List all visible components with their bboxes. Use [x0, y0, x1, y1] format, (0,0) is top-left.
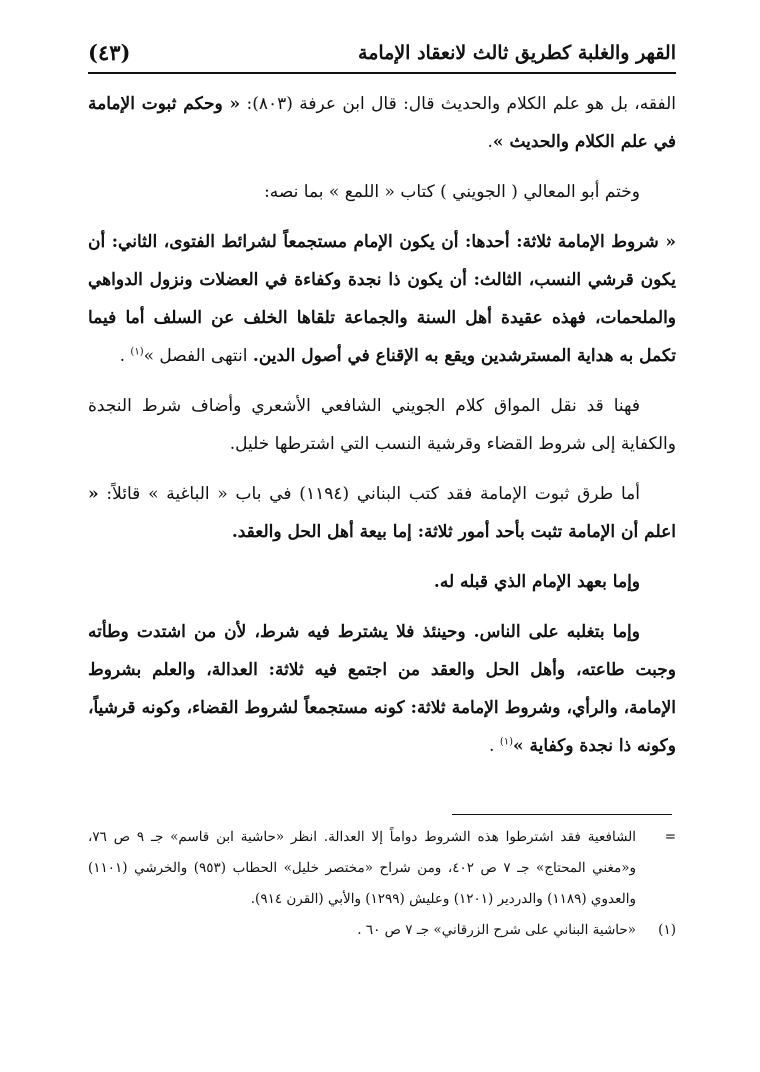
footnote-1 [88, 915, 676, 946]
paragraph-6: وإما بعهد الإمام الذي قبله له. [433, 572, 640, 592]
footnote-text: «حاشية البناني على شرح الزرقاني» جـ ٧ ص ٦٠ . [357, 922, 636, 938]
main-text [88, 85, 676, 765]
footnote-separator [452, 814, 672, 815]
paragraph-5-text: أما طرق ثبوت الإمامة فقد كتب البناني (١١٩٤) في باب « الباغية » قائلاً: [98, 484, 640, 504]
paragraph-1-quote: « وحكم ثبوت الإمامة في علم الكلام والحديث » [88, 94, 676, 152]
footnote-marker: (١) [658, 922, 676, 938]
footnotes [88, 822, 676, 946]
paragraph-3-end: . [119, 346, 131, 366]
paragraph-1 [88, 85, 676, 161]
paragraph-1-text: الفقه، بل هو علم الكلام والحديث قال: قال ابن عرفة (٨٠٣): [240, 94, 676, 114]
footnote-continued [88, 822, 676, 915]
paragraph-7-end: . [489, 736, 500, 756]
paragraph-3-text: انتهى الفصل » [143, 346, 253, 366]
footnote-marker: = [664, 829, 676, 845]
running-title: القهر والغلبة كطريق ثالث لانعقاد الإمامة [358, 42, 676, 64]
paragraph-3 [88, 223, 676, 375]
paragraph-5-quote: « اعلم أن الإمامة تثبت بأحد أمور ثلاثة: إما بيعة أهل الحل والعقد. [88, 484, 676, 542]
paragraph-7-quote: وإما بتغلبه على الناس. وحينئذ فلا يشترط فيه شرط، لأن من اشتدت وطأته وجبت طاعته، وأهل الحل والعقد من اجتمع فيه ثلاثة: العدالة، والعلم بشروط الإمامة، والرأي، وشروط الإمامة ثلاثة: كونه مستجمعاً لشروط القضاء، وكونه قرشياً، وكونه ذا نجدة وكفاية » [88, 622, 676, 756]
footnote-text: الشافعية فقد اشترطوا هذه الشروط دواماً إلا العدالة. انظر «حاشية ابن قاسم» جـ ٩ ص ٧٦، و«مغني المحتاج» جـ ٧ ص ٤٠٢، ومن شراح «مختصر خليل» الحطاب (٩٥٣) والخرشي (١١٠١) والعدوي (١١٨٩) والدردير (١٢٠١) وعليش (١٢٩٩) والأبي (القرن ٩١٤). [88, 829, 636, 907]
footnote-ref-2: (١) [499, 736, 513, 748]
paragraph-2: وختم أبو المعالي ( الجويني ) كتاب « اللمع » بما نصه: [264, 182, 640, 202]
paragraph-4: فهنا قد نقل المواق كلام الجويني الشافعي الأشعري وأضاف شرط النجدة والكفاية إلى شروط القضاء وقرشية النسب التي اشترطها خليل. [88, 396, 676, 454]
paragraph-7 [88, 613, 676, 765]
footnote-ref-1: (١) [130, 346, 144, 358]
paragraph-5 [88, 475, 676, 551]
paragraph-3-quote: « شروط الإمامة ثلاثة: أحدها: أن يكون الإمام مستجمعاً لشرائط الفتوى، الثاني: أن يكون قرشي النسب، الثالث: أن يكون ذا نجدة وكفاءة في العضلات ونزول الدواهي والملحمات، فهذه عقيدة أهل السنة والجماعة تلقاها الخلف عن السلف أما فيما تكمل به هداية المسترشدين ويقع به الإقناع في أصول الدين. [88, 232, 676, 366]
page-number: (٤٣) [88, 40, 131, 65]
paragraph-1-end: . [487, 132, 493, 152]
page-header [88, 38, 676, 74]
